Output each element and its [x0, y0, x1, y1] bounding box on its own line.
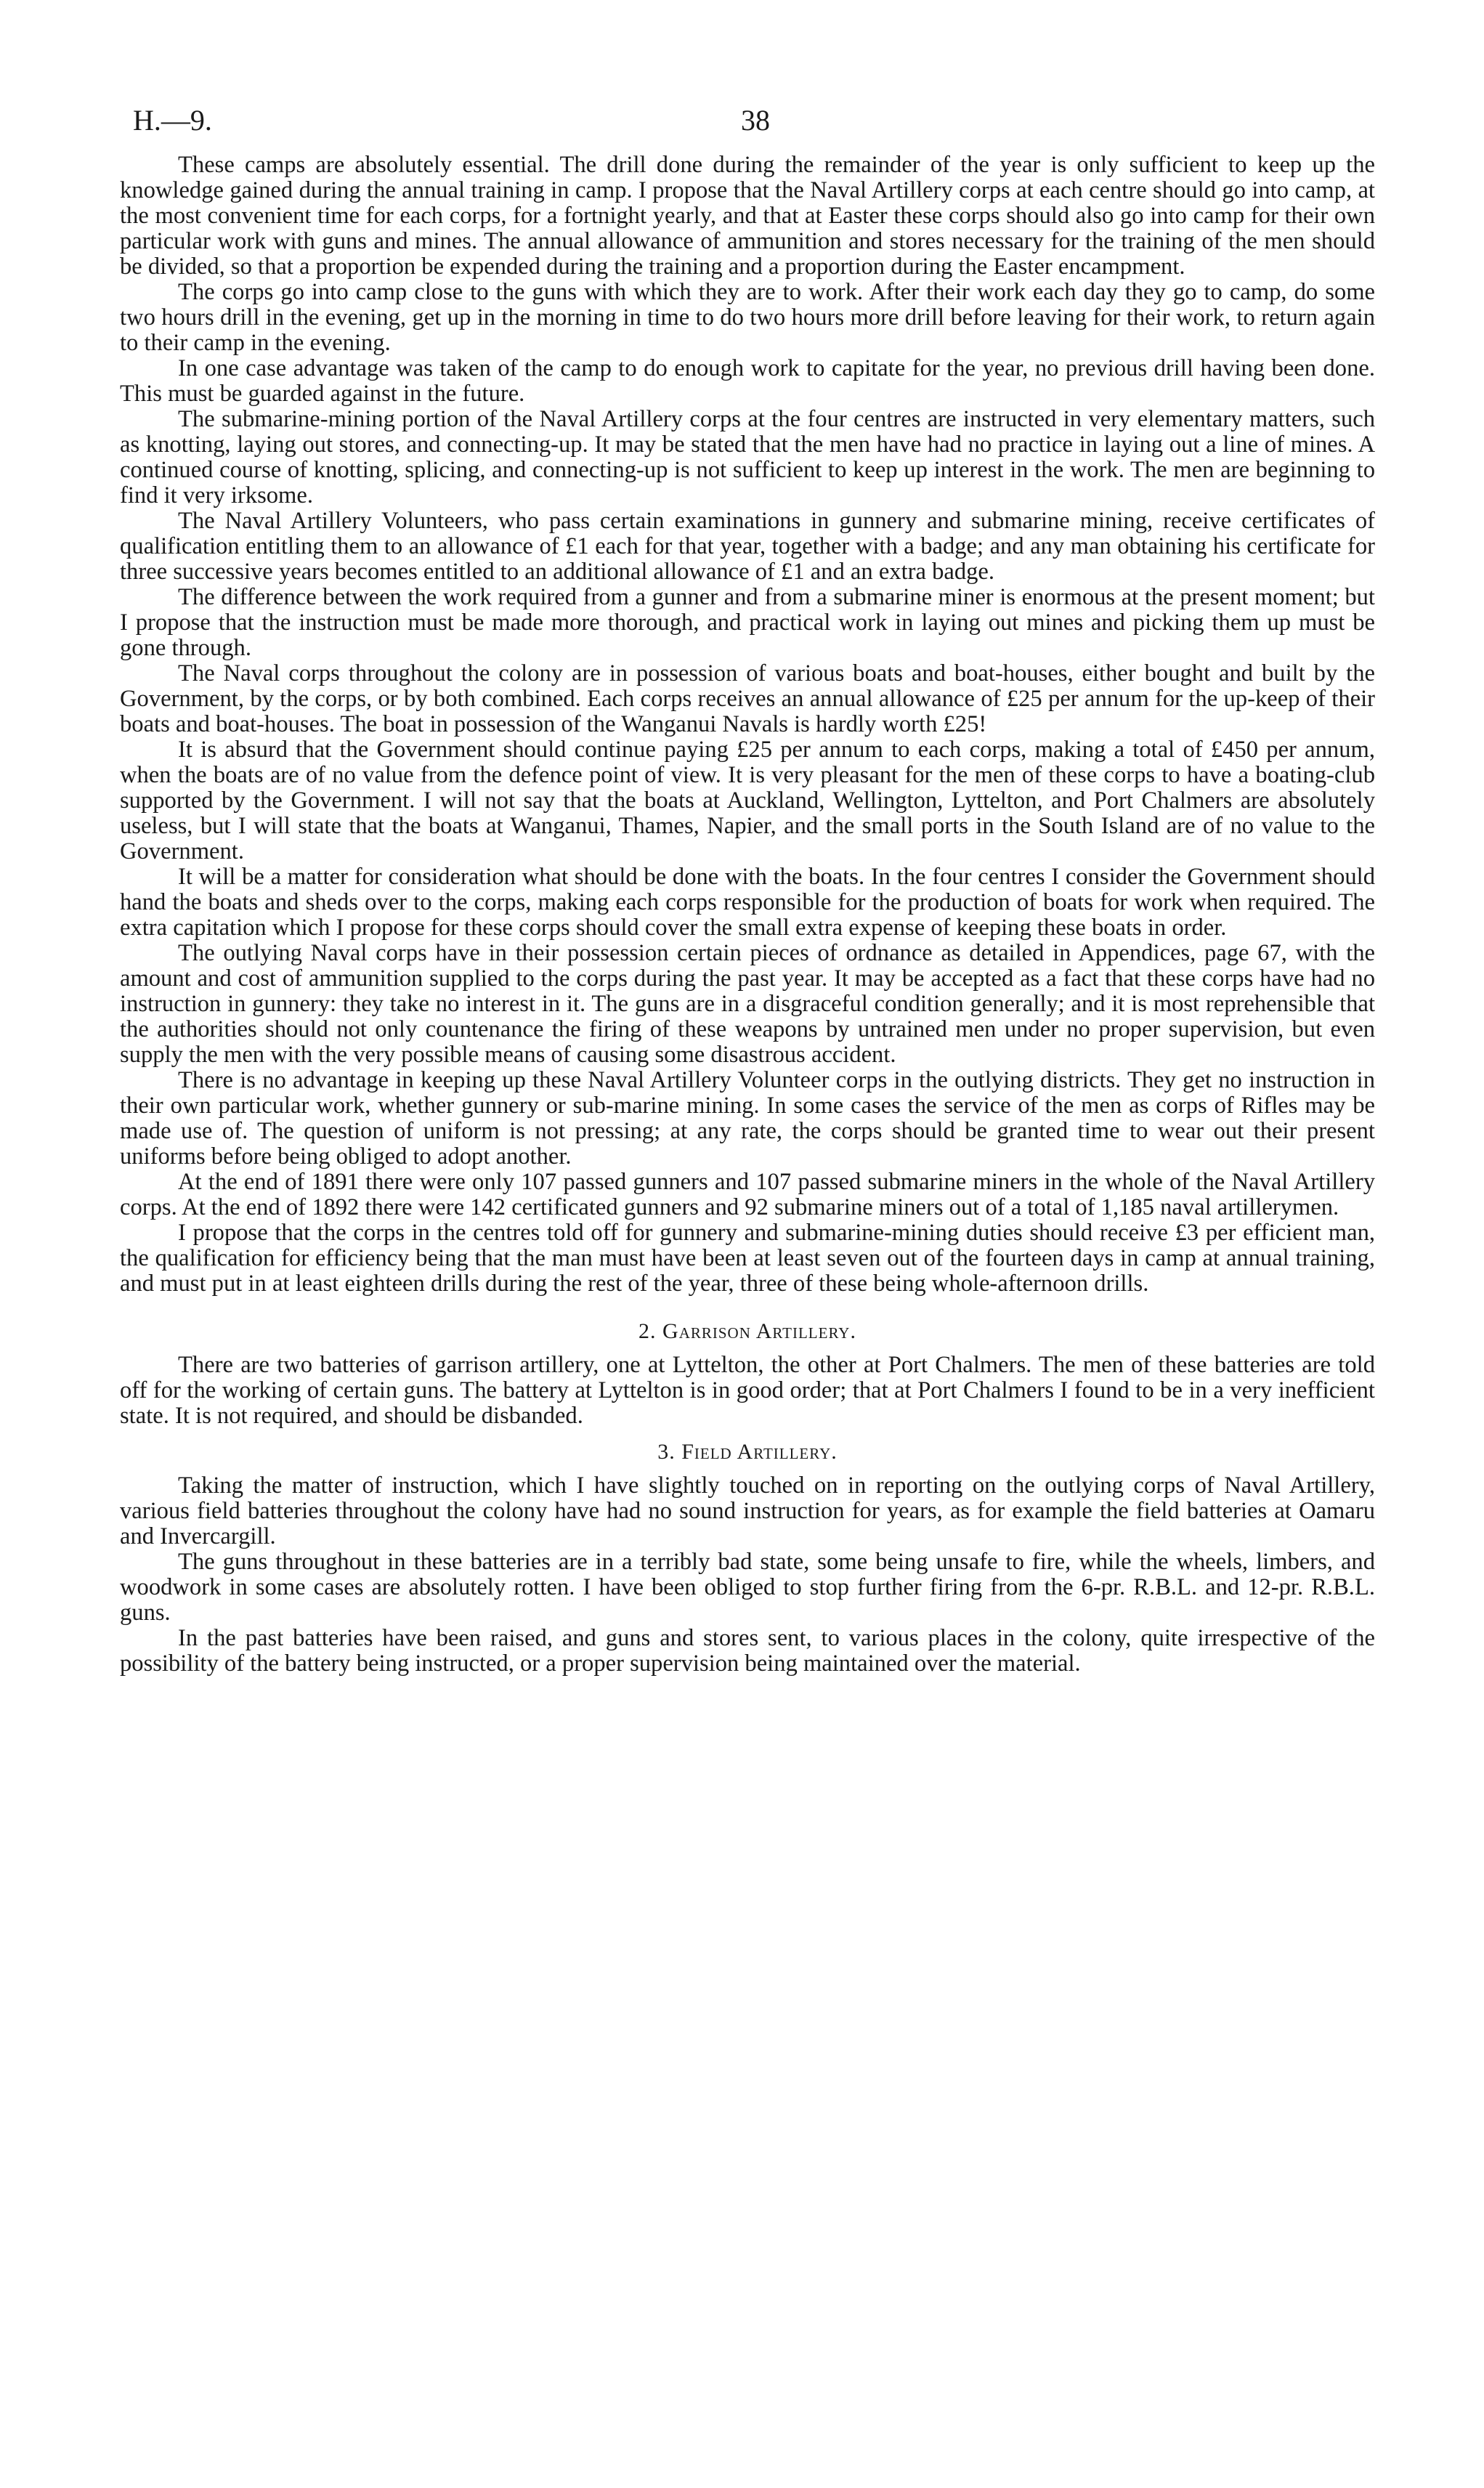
paragraph: There are two batteries of garrison artillery, one at Lyttelton, the other at Port Chalmers. The men of these batteries are told off for the working of certain guns. The battery at Lyttelton is in good order; that at Port Chalmers I found to be in a very inefficient state. It is not required, and should be disbanded.: [120, 1352, 1375, 1429]
page-number: 38: [741, 104, 770, 137]
paragraph: The corps go into camp close to the guns with which they are to work. After their work each day they go to camp, do some two hours drill in the evening, get up in the morning in time to do two hours more drill before leaving for their work, to return again to their camp in the evening.: [120, 279, 1375, 356]
paragraph: The guns throughout in these batteries are in a terribly bad state, some being unsafe to fire, while the wheels, limbers, and woodwork in some cases are absolutely rotten. I have been obliged to stop further firing from the 6-pr. R.B.L. and 12-pr. R.B.L. guns.: [120, 1549, 1375, 1626]
paragraph: The Naval corps throughout the colony are in possession of various boats and boat-houses, either bought and built by the Government, by the corps, or by both combined. Each corps receives an annual allowance of £25 per annum for the up-keep of their boats and boat-houses. The boat in possession of the Wanganui Navals is hardly worth £25!: [120, 660, 1375, 737]
body-section-3: [120, 1473, 1375, 1677]
body-section-1: [120, 153, 1375, 1297]
paragraph: I propose that the corps in the centres told off for gunnery and submarine-mining duties should receive £3 per efficient man, the qualification for efficiency being that the man must have been at least seven out of the fourteen days in camp at annual training, and must put in at least eighteen drills during the rest of the year, three of these being whole-afternoon drills.: [120, 1220, 1375, 1297]
paragraph: The Naval Artillery Volunteers, who pass certain examinations in gunnery and submarine mining, receive certificates of qualification entitling them to an allowance of £1 each for that year, together with a badge; and any man obtaining his certificate for three successive years becomes entitled to an additional allowance of £1 and an extra badge.: [120, 508, 1375, 585]
paragraph: In the past batteries have been raised, and guns and stores sent, to various places in the colony, quite irrespective of the possibility of the battery being instructed, or a proper supervision being maintained over the material.: [120, 1625, 1375, 1677]
paragraph: There is no advantage in keeping up these Naval Artillery Volunteer corps in the outlying districts. They get no instruction in their own particular work, whether gunnery or sub-marine mining. In some cases the service of the men as corps of Rifles may be made use of. The question of uniform is not pressing; at any rate, the corps should be granted time to wear out their present uniforms before being obliged to adopt another.: [120, 1067, 1375, 1170]
paragraph: It is absurd that the Government should continue paying £25 per annum to each corps, making a total of £450 per annum, when the boats are of no value from the defence point of view. It is very pleasant for the men of these corps to have a boating-club supported by the Government. I will not say that the boats at Auckland, Wellington, Lyttelton, and Port Chalmers are absolutely useless, but I will state that the boats at Wanganui, Thames, Napier, and the small ports in the South Island are of no value to the Government.: [120, 737, 1375, 864]
section-heading-field-artillery: 3. Field Artillery.: [657, 1440, 838, 1464]
document-page: [120, 94, 1375, 1677]
paragraph: These camps are absolutely essential. The drill done during the remainder of the year is only sufficient to keep up the knowledge gained during the annual training in camp. I propose that the Naval Artillery corps at each centre should go into camp, at the most convenient time for each corps, for a fortnight yearly, and that at Easter these corps should also go into camp for their own particular work with guns and mines. The annual allowance of ammunition and stores necessary for the training of the men should be divided, so that a proportion be expended during the training and a proportion during the Easter encampment.: [120, 152, 1375, 280]
paragraph: In one case advantage was taken of the camp to do enough work to capitate for the year, no previous drill having been done. This must be guarded against in the future.: [120, 355, 1375, 407]
paragraph: Taking the matter of instruction, which I have slightly touched on in reporting on the outlying corps of Naval Artillery, various field batteries throughout the colony have had no sound instruction for years, as for example the field batteries at Oamaru and Invercargill.: [120, 1472, 1375, 1549]
paragraph: It will be a matter for consideration what should be done with the boats. In the four centres I consider the Government should hand the boats and sheds over to the corps, making each corps responsible for the production of boats for work when required. The extra capitation which I propose for these corps should cover the small extra expense of keeping these boats in order.: [120, 864, 1375, 941]
paragraph: The difference between the work required from a gunner and from a submarine miner is enormous at the present moment; but I propose that the instruction must be made more thorough, and practical work in laying out mines and picking them up must be gone through.: [120, 584, 1375, 661]
paragraph: The outlying Naval corps have in their possession certain pieces of ordnance as detailed in Appendices, page 67, with the amount and cost of ammunition supplied to the corps during the past year. It may be accepted as a fact that these corps have had no instruction in gunnery: they take no interest in it. The guns are in a disgraceful condition generally; and it is most reprehensible that the authorities should not only countenance the firing of these weapons by untrained men under no proper supervision, but even supply the men with the very possible means of causing some disastrous accident.: [120, 940, 1375, 1068]
paragraph: The submarine-mining portion of the Naval Artillery corps at the four centres are instructed in very elementary matters, such as knotting, laying out stores, and connecting-up. It may be stated that the men have had no practice in laying out a line of mines. A continued course of knotting, splicing, and connecting-up is not sufficient to keep up interest in the work. The men are beginning to find it very irksome.: [120, 406, 1375, 508]
body-section-2: [120, 1353, 1375, 1429]
section-heading-garrison-artillery: 2. Garrison Artillery.: [638, 1319, 856, 1343]
document-reference: H.—9.: [133, 104, 212, 137]
page-header: [120, 94, 1375, 153]
paragraph: At the end of 1891 there were only 107 passed gunners and 107 passed submarine miners in the whole of the Naval Artillery corps. At the end of 1892 there were 142 certificated gunners and 92 submarine miners out of a total of 1,185 naval artillerymen.: [120, 1169, 1375, 1220]
